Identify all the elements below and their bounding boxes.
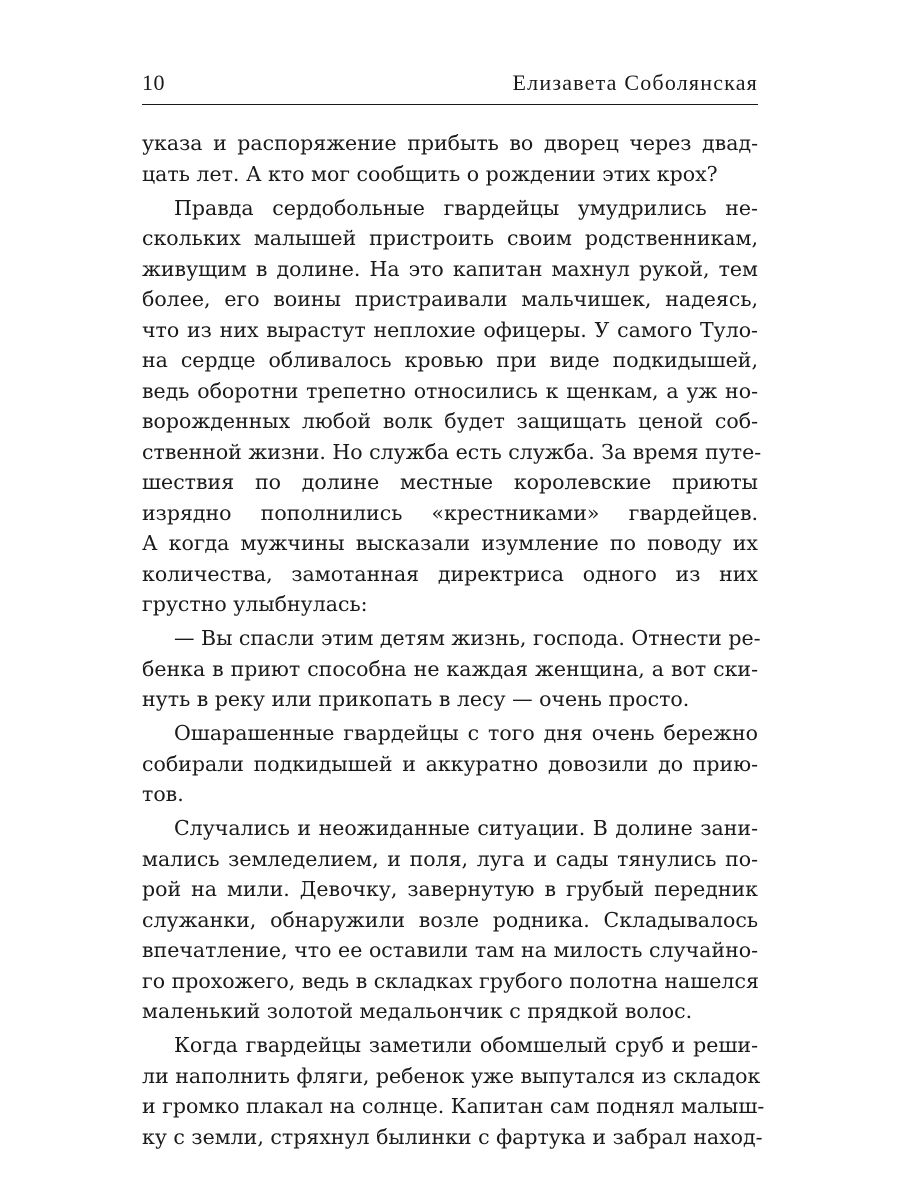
text-line: на сердце обливалось кровью при виде подкидышей, bbox=[142, 348, 758, 372]
text-line: изрядно пополнились «крестниками» гвардейцев. bbox=[142, 500, 758, 525]
text-line: шествия по долине местные королевские приюты bbox=[142, 470, 758, 494]
text-line: ли наполнить фляги, ребенок уже выпутался из складок bbox=[142, 1063, 761, 1088]
text-line: мались земледелием, и поля, луга и сады тянулись по- bbox=[142, 846, 758, 871]
page-number: 10 bbox=[142, 70, 165, 95]
text-line: Правда сердобольные гвардейцы умудрились не- bbox=[174, 195, 758, 220]
text-line: тов. bbox=[142, 782, 184, 806]
text-line: маленький золотой медальончик с прядкой волос. bbox=[142, 999, 693, 1023]
text-line: служанки, обнаружили возле родника. Складывалось bbox=[142, 907, 758, 932]
page-header bbox=[142, 66, 758, 102]
text-line: скольких малышей пристроить своим родственникам, bbox=[142, 226, 758, 250]
paragraph bbox=[142, 813, 758, 1027]
text-line: — Вы спасли этим детям жизнь, господа. Отнести ре- bbox=[174, 626, 761, 650]
text-line: грустно улыбнулась: bbox=[142, 592, 368, 616]
paragraph bbox=[142, 193, 762, 620]
text-line: Случались и неожиданные ситуации. В долине зани- bbox=[174, 816, 758, 840]
paragraph bbox=[142, 718, 758, 810]
text-line: и громко плакал на солнце. Капитан сам поднял малыш- bbox=[142, 1094, 765, 1118]
text-line: рой на мили. Девочку, завернутую в грубый передник bbox=[142, 877, 758, 901]
text-line: собирали подкидышей и аккуратно довозили до прию- bbox=[142, 751, 758, 776]
text-line: впечатление, что ее оставили там на милость случайно- bbox=[142, 938, 758, 962]
paragraph bbox=[142, 128, 758, 189]
paragraph bbox=[142, 1030, 765, 1152]
text-line: Ошарашенные гвардейцы с того дня очень бережно bbox=[174, 721, 758, 745]
text-line: А когда мужчины высказали изумление по поводу их bbox=[142, 531, 758, 555]
text-line: ку с земли, стряхнул былинки с фартука и забрал наход- bbox=[142, 1124, 763, 1149]
text-line: бенка в приют способна не каждая женщина, а вот ски- bbox=[142, 656, 758, 681]
text-line: го прохожего, ведь в складках грубого полотна нашелся bbox=[142, 968, 759, 993]
text-line: живущим в долине. На это капитан махнул рукой, тем bbox=[142, 256, 758, 281]
text-line: что из них вырастут неплохие офицеры. У самого Туло- bbox=[142, 317, 758, 342]
text-line: Когда гвардейцы заметили обомшелый сруб и реши- bbox=[174, 1033, 758, 1057]
text-line: ведь оборотни трепетно относились к щенкам, а уж но- bbox=[142, 378, 758, 403]
running-head-author: Елизавета Соболянская bbox=[512, 70, 758, 95]
text-line: количества, замотанная директриса одного из них bbox=[142, 561, 758, 586]
text-line: цать лет. А кто мог сообщить о рождении этих крох? bbox=[142, 161, 718, 186]
text-line: указа и распоряжение прибыть во дворец через двад- bbox=[142, 131, 758, 155]
text-line: ственной жизни. Но служба есть служба. За время путе- bbox=[142, 439, 762, 464]
text-line: ворожденных любой волк будет защищать ценой соб- bbox=[142, 409, 758, 433]
paragraph bbox=[142, 623, 761, 715]
body-text bbox=[142, 128, 765, 1156]
text-line: более, его воины пристраивали мальчишек, надеясь, bbox=[142, 287, 758, 311]
text-line: нуть в реку или прикопать в лесу — очень просто. bbox=[142, 687, 690, 711]
header-rule bbox=[142, 104, 758, 105]
